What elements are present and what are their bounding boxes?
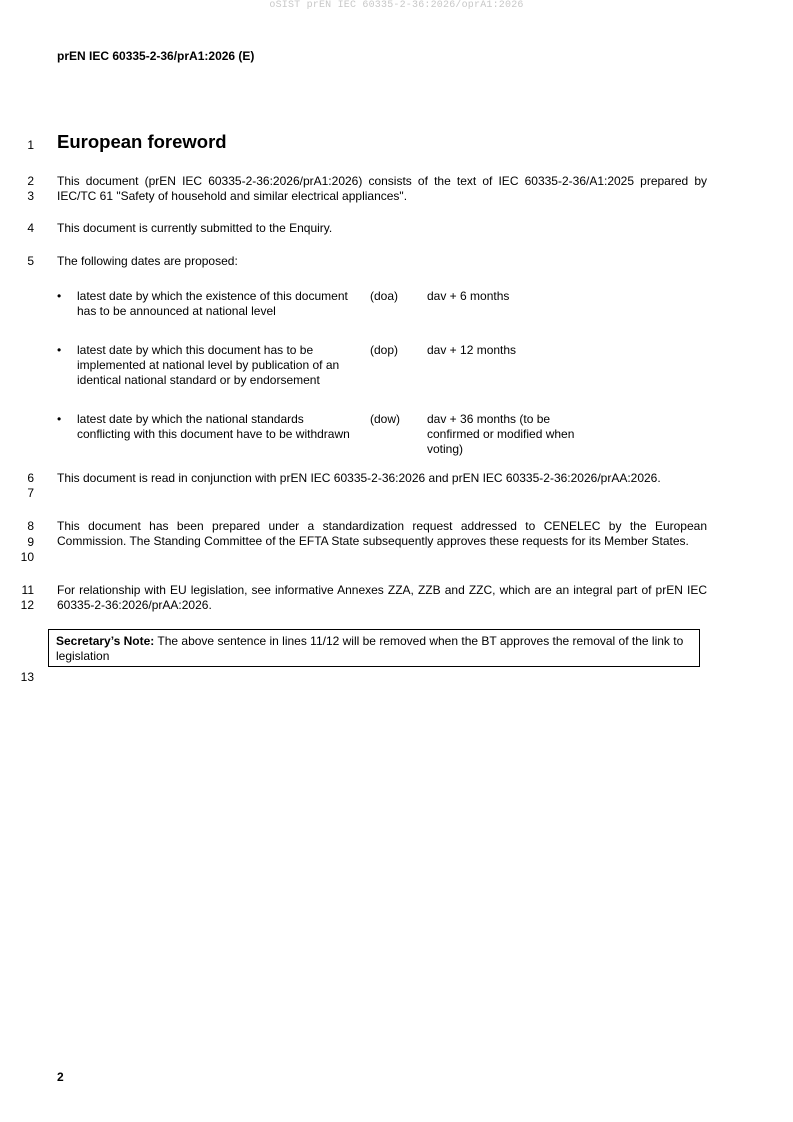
line-number: 9	[27, 535, 34, 549]
bullet-icon: •	[57, 289, 62, 303]
line-number: 3	[27, 189, 34, 203]
line-number: 1	[27, 138, 34, 152]
date-item-text: latest date by which the national standards conflicting with this document have to be withdrawn	[77, 412, 350, 441]
eu-legislation-paragraph: For relationship with EU legislation, see informative Annexes ZZA, ZZB and ZZC, which are an integral part of prEN IEC 60335-2-36:2026/prAA:2026.	[57, 583, 707, 612]
date-item-dow	[57, 412, 707, 458]
note-label: Secretary’s Note:	[56, 634, 155, 648]
line-number: 12	[20, 598, 34, 612]
secretary-note-box	[48, 629, 700, 667]
enquiry-paragraph: This document is currently submitted to the Enquiry.	[57, 221, 333, 235]
line-number: 2	[27, 174, 34, 188]
date-item-text: latest date by which this document has to be implemented at national level by publication of an identical national standard or by endorsement	[77, 343, 340, 387]
section-title: European foreword	[57, 131, 227, 152]
bullet-icon: •	[57, 343, 62, 357]
line-number: 8	[27, 519, 34, 533]
foreword-paragraph: This document (prEN IEC 60335-2-36:2026/prA1:2026) consists of the text of IEC 60335-2-36/A1:2025 prepared by IEC/TC 61 "Safety of household and similar electrical appliances".	[57, 174, 707, 203]
standardization-request-paragraph: This document has been prepared under a standardization request addressed to CENELEC by the European Commission. The Standing Committee of the EFTA State subsequently approves these requests for its Member States.	[57, 519, 707, 548]
line-number: 13	[20, 670, 34, 684]
date-item-code: (dow)	[370, 412, 401, 426]
line-number: 6	[27, 471, 34, 485]
dates-intro-paragraph: The following dates are proposed:	[57, 254, 238, 268]
line-number: 7	[27, 486, 34, 500]
date-item-value: dav + 6 months	[427, 289, 510, 303]
line-number: 11	[21, 583, 34, 597]
page-number: 2	[57, 1070, 64, 1084]
note-text: The above sentence in lines 11/12 will be removed when the BT approves the removal of the link to legislation	[56, 634, 684, 663]
date-item-code: (doa)	[370, 289, 399, 303]
date-item-value: dav + 36 months (to be confirmed or modified when voting)	[427, 412, 575, 456]
line-number: 4	[27, 221, 34, 235]
line-number: 5	[27, 254, 34, 268]
document-id-header: prEN IEC 60335-2-36/prA1:2026 (E)	[57, 49, 255, 63]
conjunction-paragraph: This document is read in conjunction with prEN IEC 60335-2-36:2026 and prEN IEC 60335-2-36:2026/prAA:2026.	[57, 471, 661, 485]
date-item-dop	[57, 343, 707, 405]
bullet-icon: •	[57, 412, 62, 426]
date-item-value: dav + 12 months	[427, 343, 517, 357]
line-number: 10	[20, 550, 34, 564]
date-item-text: latest date by which the existence of this document has to be announced at national level	[77, 289, 348, 318]
date-item-code: (dop)	[370, 343, 399, 357]
watermark: oSIST prEN IEC 60335-2-36:2026/oprA1:2026	[269, 0, 524, 11]
date-item-doa	[57, 289, 707, 335]
